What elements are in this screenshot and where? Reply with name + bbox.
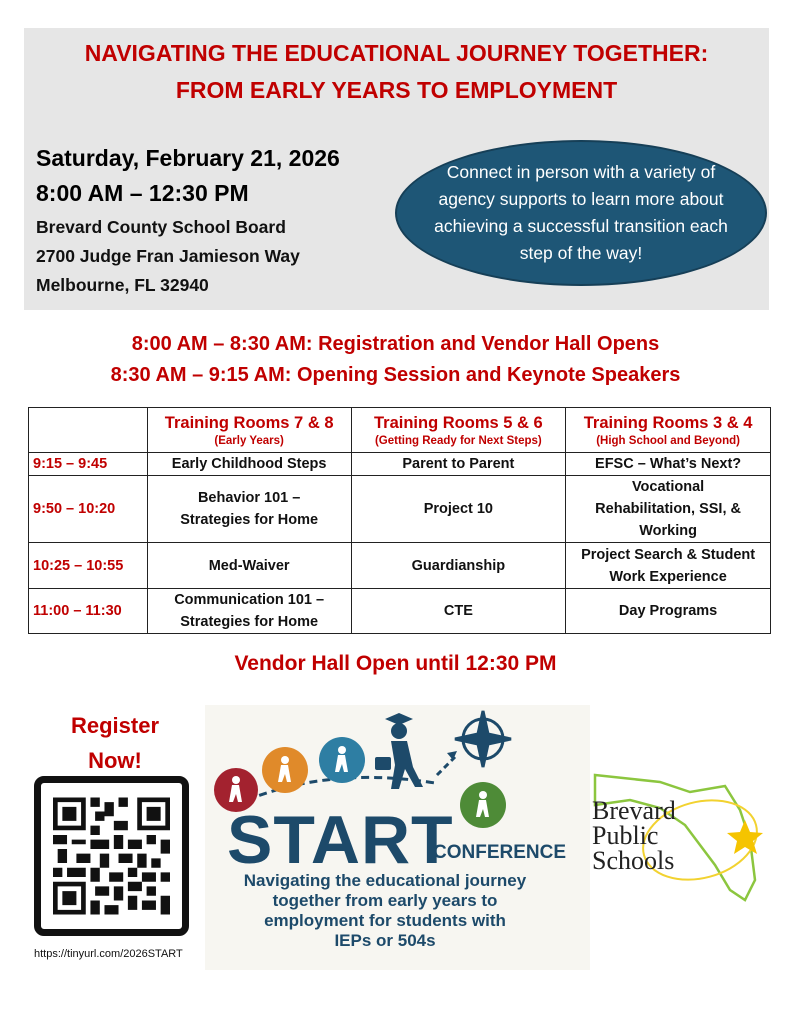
registration-qr-code[interactable] xyxy=(34,776,189,936)
session-cell: Early Childhood Steps xyxy=(147,453,351,476)
session-cell: Behavior 101 – Strategies for Home xyxy=(147,476,351,543)
session-cell: Guardianship xyxy=(351,543,566,589)
qr-code-icon xyxy=(53,795,170,917)
graduate-walker-icon xyxy=(375,713,423,789)
time-cell: 9:15 – 9:45 xyxy=(29,453,148,476)
header-banner xyxy=(24,28,769,310)
session-cell: Project Search & Student Work Experience xyxy=(566,543,771,589)
session-cell: Project 10 xyxy=(351,476,566,543)
address-line-1: Brevard County School Board xyxy=(36,217,286,237)
session-cell: Communication 101 – Strategies for Home xyxy=(147,589,351,634)
callout-text: Connect in person with a variety of agency supports to learn more about achieving a successful transition each step of the way! xyxy=(434,162,728,263)
start-word: START xyxy=(227,802,454,878)
session-cell: EFSC – What’s Next? xyxy=(566,453,771,476)
compass-icon xyxy=(455,711,511,767)
column-header: Training Rooms 7 & 8 (Early Years) xyxy=(147,408,351,453)
time-cell: 10:25 – 10:55 xyxy=(29,543,148,589)
session-cell: Vocational Rehabilitation, SSI, & Working xyxy=(566,476,771,543)
schedule-line-1: 8:00 AM – 8:30 AM: Registration and Vendor Hall Opens xyxy=(131,333,660,355)
title-line-1: NAVIGATING THE EDUCATIONAL JOURNEY TOGETHER: xyxy=(84,40,709,66)
table-row xyxy=(29,543,771,589)
session-cell: Day Programs xyxy=(566,589,771,634)
title-line-2: FROM EARLY YEARS TO EMPLOYMENT xyxy=(175,77,618,103)
session-table xyxy=(28,407,771,634)
vendor-hall-note: Vendor Hall Open until 12:30 PM xyxy=(234,652,557,675)
schedule-line-2: 8:30 AM – 9:15 AM: Opening Session and Keynote Speakers xyxy=(110,364,681,386)
event-time: 8:00 AM – 12:30 PM xyxy=(36,180,249,206)
bps-logo-text: Brevard Public Schools xyxy=(592,796,676,875)
address-line-2: 2700 Judge Fran Jamieson Way xyxy=(36,246,300,266)
time-cell: 11:00 – 11:30 xyxy=(29,589,148,634)
start-tagline: Navigating the educational journey together from early years to employment for students with IEPs or 504s xyxy=(243,871,527,950)
table-header-row xyxy=(29,408,771,453)
table-row xyxy=(29,589,771,634)
table-row xyxy=(29,476,771,543)
table-row xyxy=(29,453,771,476)
column-header: Training Rooms 3 & 4 (High School and Beyond) xyxy=(566,408,771,453)
register-heading: Register Now! xyxy=(70,713,160,773)
registration-url[interactable]: https://tinyurl.com/2026START xyxy=(34,948,183,960)
session-cell: Parent to Parent xyxy=(351,453,566,476)
brevard-public-schools-logo xyxy=(590,770,765,905)
event-date: Saturday, February 21, 2026 xyxy=(36,145,340,171)
time-cell: 9:50 – 10:20 xyxy=(29,476,148,543)
session-cell: Med-Waiver xyxy=(147,543,351,589)
callout-ellipse xyxy=(395,140,767,286)
star-icon xyxy=(727,820,763,854)
conference-word: CONFERENCE xyxy=(433,842,567,863)
column-header: Training Rooms 5 & 6 (Getting Ready for Next Steps) xyxy=(351,408,566,453)
start-conference-logo xyxy=(205,705,590,970)
address-line-3: Melbourne, FL 32940 xyxy=(36,275,209,295)
session-cell: CTE xyxy=(351,589,566,634)
